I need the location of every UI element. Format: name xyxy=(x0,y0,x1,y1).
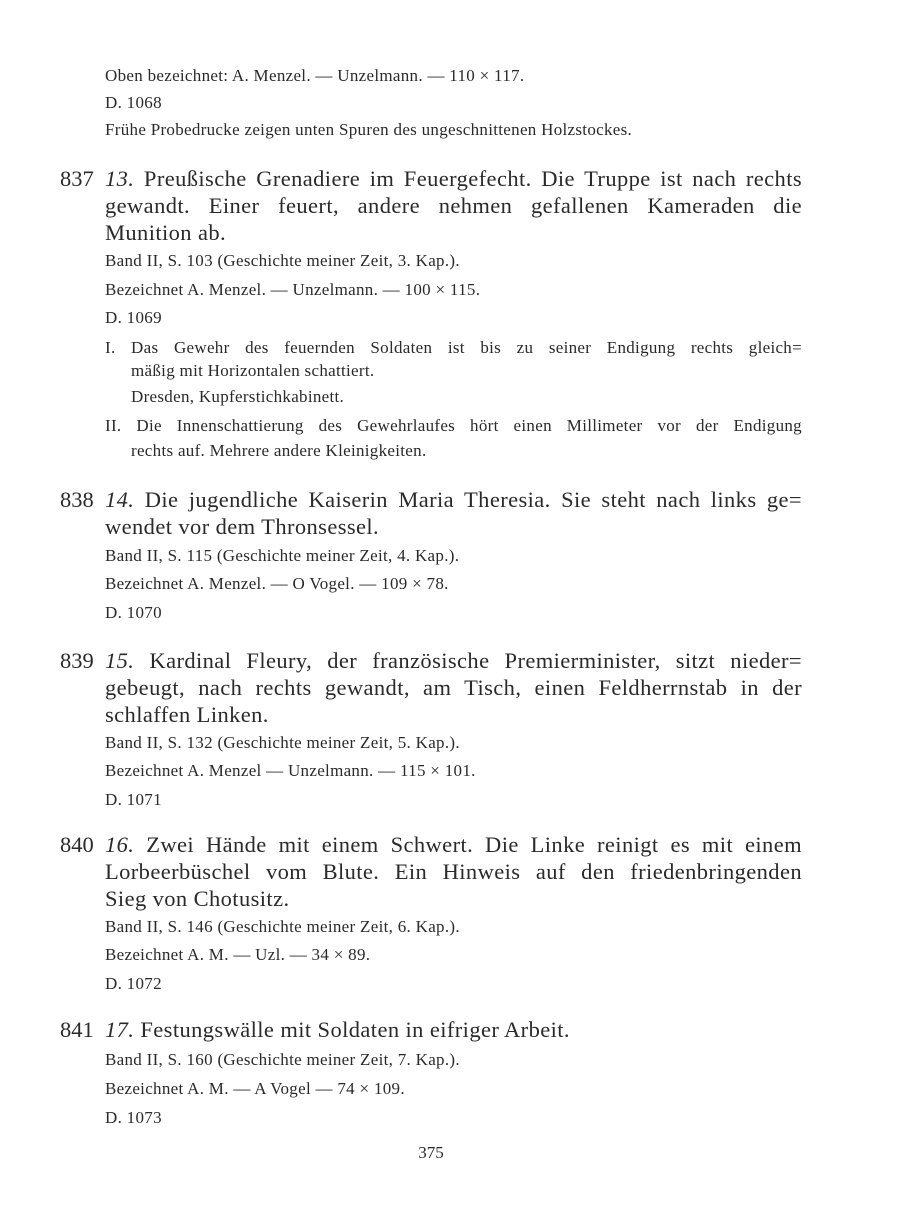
entry-number: 841 xyxy=(60,1017,94,1042)
entry-note-line: Bezeichnet A. M. — A Vogel — 74 × 109. xyxy=(105,1079,405,1098)
entry-title-line: gebeugt, nach rechts gewandt, am Tisch, einen Feldherrnstab in der xyxy=(105,675,802,700)
entry-title-text: Festungswälle mit Soldaten in eifriger Arbeit. xyxy=(140,1017,570,1042)
entry-number: 838 xyxy=(60,487,94,512)
entry-title-line xyxy=(105,166,802,192)
state-line: rechts auf. Mehrere andere Kleinigkeiten. xyxy=(131,441,427,460)
entry-number: 840 xyxy=(60,832,94,857)
top-note-line-1: Oben bezeichnet: A. Menzel. — Unzelmann. — 110 × 117. xyxy=(105,66,525,85)
entry-sub-number: 15. xyxy=(105,648,135,673)
entry-title-line xyxy=(105,487,802,513)
entry-title-line xyxy=(105,648,802,674)
entry-note-line: Bezeichnet A. Menzel — Unzelmann. — 115 × 101. xyxy=(105,761,476,780)
entry-sub-number: 17. xyxy=(105,1017,135,1042)
entry-note-line: Band II, S. 146 (Geschichte meiner Zeit, 6. Kap.). xyxy=(105,917,460,936)
entry-title-line xyxy=(105,832,802,858)
entry-title-text: Die jugendliche Kaiserin Maria Theresia. Sie steht nach links ge= xyxy=(144,487,802,512)
state-line: II. Die Innenschattierung des Gewehrlaufes hört einen Millimeter vor der Endigung xyxy=(105,416,802,435)
entry-note-line: Band II, S. 115 (Geschichte meiner Zeit, 4. Kap.). xyxy=(105,546,460,565)
entry-sub-number: 13. xyxy=(105,166,135,191)
entry-note-line: Bezeichnet A. M. — Uzl. — 34 × 89. xyxy=(105,945,371,964)
top-note-line-2: D. 1068 xyxy=(105,93,162,112)
entry-title-line: Lorbeerbüschel vom Blute. Ein Hinweis auf den friedenbringenden xyxy=(105,859,802,884)
entry-title-line: gewandt. Einer feuert, andere nehmen gefallenen Kameraden die xyxy=(105,193,802,218)
entry-note-line: D. 1070 xyxy=(105,603,162,622)
entry-number: 839 xyxy=(60,648,94,673)
entry-title-line: Munition ab. xyxy=(105,220,227,245)
entry-title-text: Preußische Grenadiere im Feuergefecht. Die Truppe ist nach rechts xyxy=(143,166,803,191)
entry-title-text: Zwei Hände mit einem Schwert. Die Linke reinigt es mit einem xyxy=(146,832,802,857)
entry-note-line: D. 1072 xyxy=(105,974,162,993)
page-number: 375 xyxy=(418,1143,444,1162)
entry-note-line: Bezeichnet A. Menzel. — Unzelmann. — 100 × 115. xyxy=(105,280,481,299)
entry-note-line: Band II, S. 132 (Geschichte meiner Zeit, 5. Kap.). xyxy=(105,733,460,752)
entry-number: 837 xyxy=(60,166,94,191)
entry-title-text: Kardinal Fleury, der französische Premierminister, sitzt nieder= xyxy=(149,648,802,673)
entry-note-line: Band II, S. 160 (Geschichte meiner Zeit, 7. Kap.). xyxy=(105,1050,460,1069)
state-line: I. Das Gewehr des feuernden Soldaten ist bis zu seiner Endigung rechts gleich= xyxy=(105,338,802,357)
state-location: Dresden, Kupferstichkabinett. xyxy=(131,387,345,406)
top-note-line-3: Frühe Probedrucke zeigen unten Spuren des ungeschnittenen Holzstockes. xyxy=(105,120,633,139)
entry-sub-number: 16. xyxy=(105,832,135,857)
entry-note-line: D. 1069 xyxy=(105,308,162,327)
entry-note-line: Band II, S. 103 (Geschichte meiner Zeit, 3. Kap.). xyxy=(105,251,460,270)
state-line: mäßig mit Horizontalen schattiert. xyxy=(131,361,375,380)
entry-sub-number: 14. xyxy=(105,487,135,512)
entry-title-line xyxy=(105,1017,570,1043)
entry-title-line: Sieg von Chotusitz. xyxy=(105,886,290,911)
entry-note-line: Bezeichnet A. Menzel. — O Vogel. — 109 × 78. xyxy=(105,574,449,593)
entry-title-line: wendet vor dem Thronsessel. xyxy=(105,514,380,539)
entry-title-line: schlaffen Linken. xyxy=(105,702,269,727)
entry-note-line: D. 1071 xyxy=(105,790,162,809)
entry-note-line: D. 1073 xyxy=(105,1108,162,1127)
